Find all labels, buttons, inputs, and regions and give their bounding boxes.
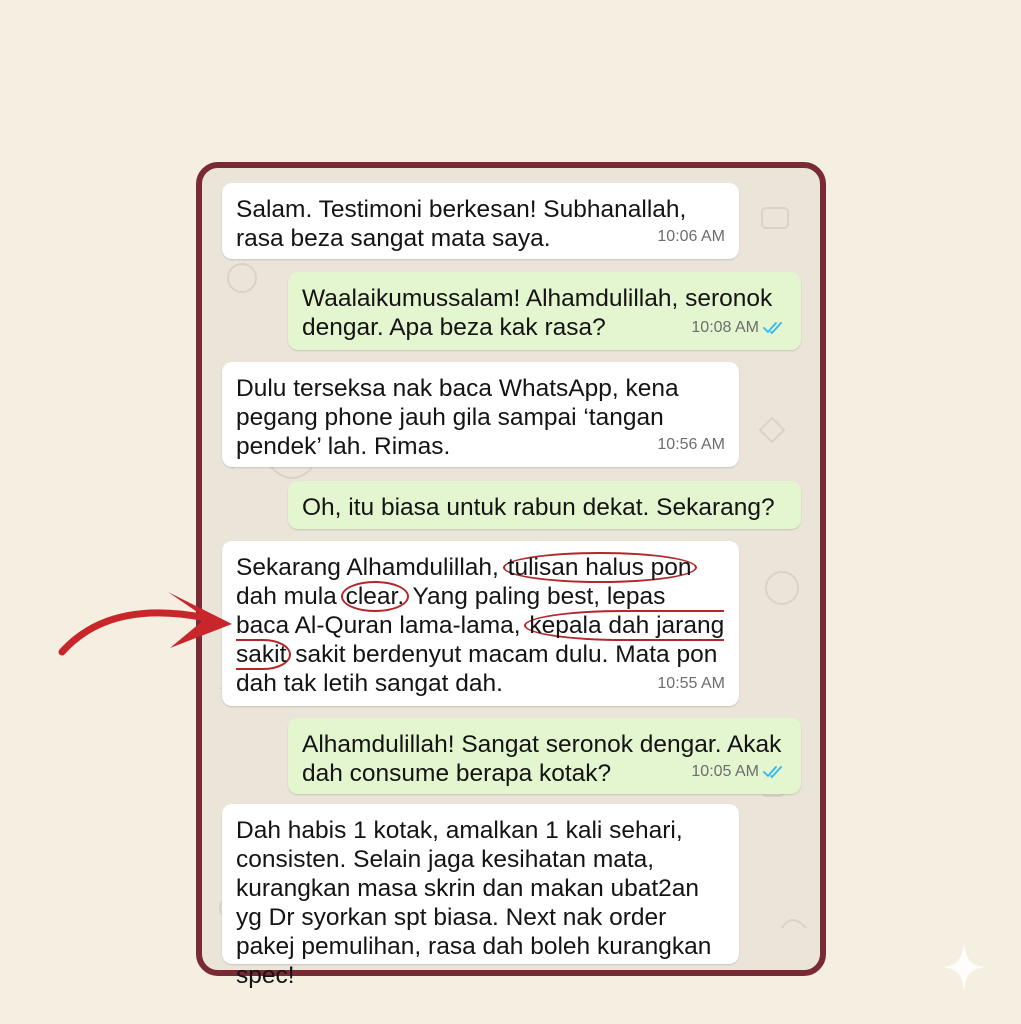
- message-timestamp: 10:06 AM: [657, 228, 725, 245]
- message-text: Alhamdulillah! Sangat seronok dengar. Akak dah consume berapa kotak?: [302, 731, 782, 787]
- message-text: Dah habis 1 kotak, amalkan 1 kali sehari, consisten. Selain jaga kesihatan mata, kurangkan masa skrin dan makan ubat2an yg Dr syorkan spt biasa. Next nak order pakej pemulihan, rasa dah boleh kurangkan spec!: [236, 817, 712, 989]
- message-meta: [657, 669, 725, 698]
- message-text: Salam. Testimoni berkesan! Subhanallah, rasa beza sangat mata saya.: [236, 196, 687, 252]
- message-text: Oh, itu biasa untuk rabun dekat. Sekarang?: [302, 494, 775, 521]
- incoming-message-bubble[interactable]: [222, 362, 739, 467]
- incoming-message-bubble[interactable]: [222, 183, 739, 259]
- message-meta: [691, 313, 787, 342]
- circled-highlight: kepala dah jarang sakit: [236, 612, 725, 668]
- message-timestamp: 10:56 AM: [657, 436, 725, 453]
- message-meta: [657, 222, 725, 251]
- red-arrow-icon: [56, 578, 236, 658]
- double-check-icon: [763, 321, 787, 335]
- incoming-message-bubble[interactable]: [222, 804, 739, 989]
- message-text: Dulu terseksa nak baca WhatsApp, kena pegang phone jauh gila sampai ‘tangan pendek’ lah. Rimas.: [236, 375, 679, 460]
- sparkle-icon: [942, 942, 986, 992]
- message-text-segment: dah mula: [236, 583, 344, 610]
- message-text: Waalaikumussalam! Alhamdulillah, seronok dengar. Apa beza kak rasa?: [302, 285, 773, 341]
- outgoing-message-bubble[interactable]: [288, 718, 801, 794]
- outgoing-message-bubble[interactable]: [288, 272, 801, 350]
- message-timestamp: 10:08 AM: [691, 319, 759, 336]
- incoming-message-bubble[interactable]: [222, 541, 739, 706]
- message-text-segment: Sekarang Alhamdulillah,: [236, 554, 506, 581]
- double-check-icon: [763, 765, 787, 779]
- message-meta: [691, 757, 787, 786]
- message-meta: [657, 430, 725, 459]
- message-text-segment: Yang paling best, lepas baca Al-Quran lama-lama,: [236, 583, 666, 639]
- message-timestamp: 10:05 AM: [691, 763, 759, 780]
- message-timestamp: 10:55 AM: [657, 675, 725, 692]
- outgoing-message-bubble[interactable]: [288, 481, 801, 529]
- circled-highlight: clear.: [341, 581, 410, 612]
- message-text: [236, 553, 725, 698]
- circled-highlight: tulisan halus pon: [503, 552, 697, 583]
- message-text-segment: sakit berdenyut macam dulu. Mata pon dah tak letih sangat dah.: [236, 641, 718, 697]
